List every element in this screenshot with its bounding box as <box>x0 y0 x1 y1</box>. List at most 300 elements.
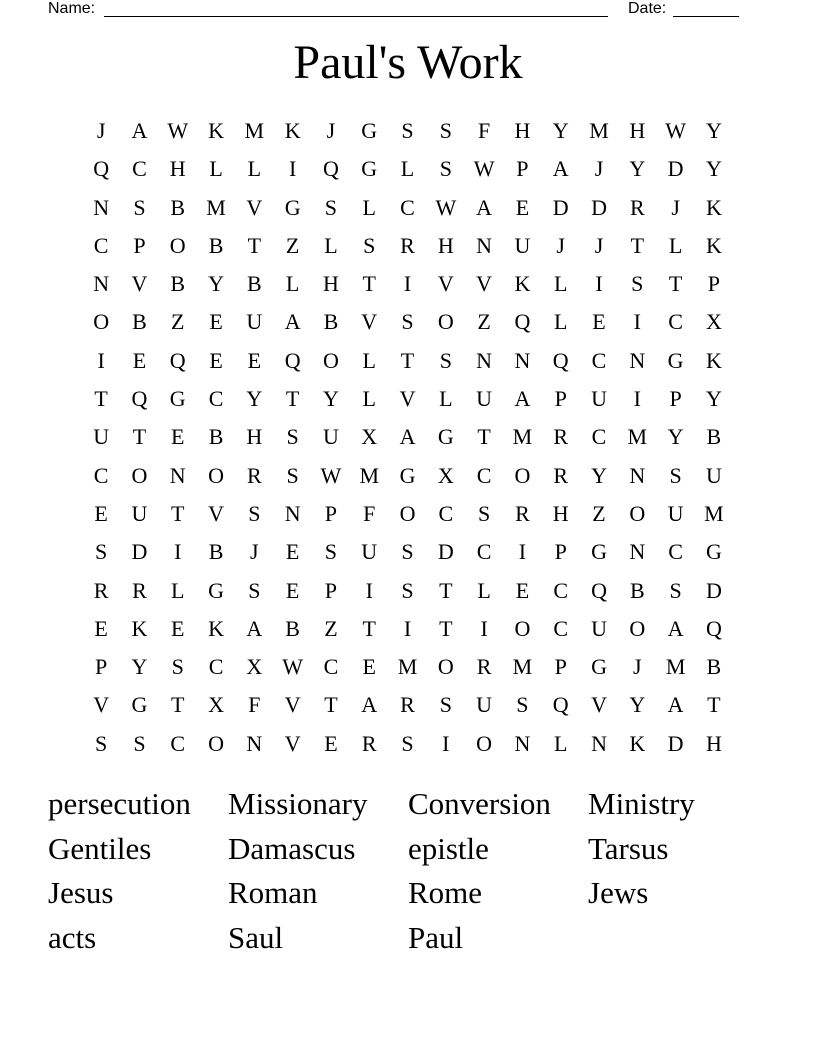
grid-cell[interactable]: L <box>477 577 491 603</box>
grid-cell[interactable]: T <box>171 500 185 526</box>
grid-cell[interactable]: S <box>171 654 184 680</box>
grid-cell[interactable]: B <box>170 194 186 220</box>
grid-cell[interactable]: H <box>437 232 454 258</box>
grid-cell[interactable]: D <box>131 539 148 565</box>
grid-cell[interactable]: Q <box>284 347 301 373</box>
grid-cell[interactable]: R <box>132 577 147 603</box>
grid-cell[interactable]: S <box>401 118 414 143</box>
grid-cell[interactable]: S <box>324 539 338 565</box>
grid-cell[interactable]: G <box>284 194 301 220</box>
grid-cell[interactable]: I <box>480 615 488 641</box>
grid-cell[interactable]: Q <box>552 692 569 718</box>
grid-cell[interactable]: Q <box>131 386 148 412</box>
grid-cell[interactable]: T <box>94 386 108 412</box>
grid-cell[interactable]: A <box>284 309 301 335</box>
grid-cell[interactable]: I <box>403 271 412 297</box>
grid-cell[interactable]: U <box>93 424 110 450</box>
grid-cell[interactable]: V <box>131 271 148 297</box>
grid-cell[interactable]: C <box>170 730 186 756</box>
grid-cell[interactable]: E <box>209 309 223 335</box>
grid-cell[interactable]: C <box>476 539 492 565</box>
grid-cell[interactable]: B <box>246 271 262 297</box>
word-list-item: Damascus <box>228 830 356 866</box>
grid-cell[interactable]: J <box>326 118 336 143</box>
grid-cell[interactable]: I <box>633 309 641 335</box>
grid-cell[interactable]: W <box>665 118 686 143</box>
grid-cell[interactable]: A <box>399 424 416 450</box>
grid-cell[interactable]: Z <box>285 232 300 258</box>
grid-cell[interactable]: J <box>633 654 642 680</box>
grid-cell[interactable]: C <box>400 194 415 220</box>
grid-cell[interactable]: P <box>133 232 146 258</box>
grid-cell[interactable]: E <box>324 730 338 756</box>
grid-cell[interactable]: I <box>403 615 412 641</box>
grid-cell[interactable]: N <box>476 347 493 373</box>
grid-cell[interactable]: K <box>208 118 224 143</box>
grid-cell[interactable]: T <box>132 424 147 450</box>
grid-cell[interactable]: K <box>131 615 148 641</box>
grid-cell[interactable]: B <box>323 309 339 335</box>
grid-cell[interactable]: J <box>671 194 680 220</box>
grid-cell[interactable]: M <box>359 462 379 488</box>
grid-cell[interactable]: Q <box>514 309 531 335</box>
grid-cell[interactable]: I <box>518 539 527 565</box>
date-line[interactable] <box>673 16 739 17</box>
grid-cell[interactable]: I <box>97 347 105 373</box>
grid-cell[interactable]: Z <box>477 309 491 335</box>
grid-cell[interactable]: L <box>553 730 568 756</box>
date-label: Date: <box>628 0 667 17</box>
grid-cell[interactable]: G <box>399 462 416 488</box>
grid-cell[interactable]: U <box>131 500 148 526</box>
grid-cell[interactable]: I <box>595 271 603 297</box>
grid-cell[interactable]: J <box>96 118 106 143</box>
grid-cell[interactable]: K <box>514 271 531 297</box>
grid-cell[interactable]: U <box>322 424 339 450</box>
grid-cell[interactable]: Y <box>705 386 722 412</box>
grid-cell[interactable]: K <box>705 194 722 220</box>
grid-cell[interactable]: P <box>554 539 567 565</box>
grid-cell[interactable]: Z <box>592 500 606 526</box>
grid-cell[interactable]: Y <box>629 692 646 718</box>
grid-cell[interactable]: U <box>476 386 493 412</box>
grid-cell[interactable]: T <box>477 424 491 450</box>
grid-cell[interactable]: S <box>631 271 644 297</box>
grid-cell[interactable]: C <box>438 500 454 526</box>
grid-cell[interactable]: S <box>401 577 414 603</box>
grid-cell[interactable]: V <box>284 692 301 718</box>
grid-cell[interactable]: R <box>400 232 415 258</box>
grid-cell[interactable]: S <box>401 539 414 565</box>
grid-cell[interactable]: B <box>208 232 224 258</box>
grid-cell[interactable]: G <box>591 654 607 680</box>
grid-cell[interactable]: N <box>629 347 646 373</box>
grid-cell[interactable]: E <box>592 309 606 335</box>
grid-cell[interactable]: M <box>206 194 226 220</box>
grid-cell[interactable]: C <box>591 424 607 450</box>
grid-cell[interactable]: S <box>95 730 108 756</box>
grid-cell[interactable]: H <box>629 118 646 143</box>
grid-cell[interactable]: O <box>437 654 454 680</box>
grid-cell[interactable]: S <box>439 347 452 373</box>
grid-cell[interactable]: Y <box>131 654 148 680</box>
grid-cell[interactable]: L <box>553 271 568 297</box>
grid-cell[interactable]: I <box>442 730 450 756</box>
grid-cell[interactable]: C <box>323 654 339 680</box>
page-title: Paul's Work <box>293 36 523 89</box>
grid-cell[interactable]: J <box>250 539 259 565</box>
grid-cell[interactable]: A <box>552 156 569 182</box>
grid-cell[interactable]: S <box>363 232 376 258</box>
grid-cell[interactable]: Q <box>552 347 569 373</box>
grid-cell[interactable]: M <box>589 118 609 143</box>
grid-cell[interactable]: D <box>705 577 722 603</box>
grid-cell[interactable]: O <box>93 309 110 335</box>
grid-cell[interactable]: T <box>362 615 376 641</box>
grid-cell[interactable]: X <box>361 424 378 450</box>
grid-cell[interactable]: S <box>516 692 529 718</box>
grid-cell[interactable]: O <box>399 500 416 526</box>
grid-cell[interactable]: N <box>514 347 531 373</box>
grid-cell[interactable]: D <box>667 156 684 182</box>
grid-cell[interactable]: E <box>362 654 376 680</box>
grid-cell[interactable]: P <box>95 654 108 680</box>
grid-cell[interactable]: P <box>324 577 338 603</box>
grid-cell[interactable]: V <box>437 271 454 297</box>
grid-cell[interactable]: T <box>707 692 721 718</box>
grid-cell[interactable]: G <box>361 118 378 143</box>
grid-cell[interactable]: E <box>132 347 147 373</box>
grid-cell[interactable]: E <box>94 500 108 526</box>
grid-cell[interactable]: C <box>93 232 109 258</box>
word-list-item: Jews <box>588 875 649 911</box>
grid-cell[interactable]: Y <box>705 156 722 182</box>
grid-cell[interactable]: O <box>629 500 646 526</box>
grid-cell[interactable]: E <box>515 577 530 603</box>
grid-cell[interactable]: L <box>247 156 262 182</box>
grid-cell[interactable]: O <box>169 232 186 258</box>
grid-cell[interactable]: S <box>669 462 682 488</box>
grid-cell[interactable]: C <box>668 309 683 335</box>
grid-cell[interactable]: P <box>554 654 567 680</box>
grid-cell[interactable]: V <box>591 692 607 718</box>
grid-cell[interactable]: N <box>284 500 301 526</box>
grid-cell[interactable]: H <box>705 730 722 756</box>
grid-cell[interactable]: N <box>246 730 263 756</box>
grid-cell[interactable]: B <box>706 654 722 680</box>
grid-cell[interactable]: R <box>629 194 645 220</box>
word-search-grid <box>82 112 733 763</box>
grid-cell[interactable]: W <box>473 156 495 182</box>
grid-cell[interactable]: Y <box>246 386 263 412</box>
grid-cell[interactable]: G <box>705 539 722 565</box>
grid-cell[interactable]: M <box>665 654 686 680</box>
grid-cell[interactable]: N <box>93 194 110 220</box>
grid-cell[interactable]: R <box>553 424 569 450</box>
grid-cell[interactable]: K <box>705 347 722 373</box>
grid-cell[interactable]: E <box>515 194 530 220</box>
grid-cell[interactable]: S <box>439 156 452 182</box>
grid-cell[interactable]: L <box>668 232 683 258</box>
grid-cell[interactable]: B <box>132 309 147 335</box>
grid-cell[interactable]: E <box>285 577 300 603</box>
grid-cell[interactable]: L <box>362 194 376 220</box>
grid-cell[interactable]: D <box>552 194 569 220</box>
grid-cell[interactable]: E <box>171 615 185 641</box>
grid-row <box>82 342 733 380</box>
grid-cell[interactable]: B <box>629 577 645 603</box>
grid-cell[interactable]: N <box>93 271 110 297</box>
name-line[interactable] <box>104 16 608 17</box>
grid-cell[interactable]: M <box>627 424 648 450</box>
grid-cell[interactable]: S <box>477 500 491 526</box>
grid-cell[interactable]: C <box>132 156 147 182</box>
grid-cell[interactable]: S <box>133 194 146 220</box>
grid-cell[interactable]: Q <box>591 577 607 603</box>
grid-cell[interactable]: K <box>629 730 646 756</box>
grid-cell[interactable]: V <box>284 730 301 756</box>
grid-cell[interactable]: G <box>169 386 186 412</box>
grid-cell[interactable]: S <box>401 730 414 756</box>
grid-cell[interactable]: R <box>93 577 109 603</box>
grid-cell[interactable]: V <box>93 692 110 718</box>
grid-cell[interactable]: U <box>246 309 263 335</box>
grid-cell[interactable]: J <box>594 232 604 258</box>
grid-cell[interactable]: W <box>435 194 457 220</box>
grid-cell[interactable]: I <box>288 156 297 182</box>
grid-cell[interactable]: O <box>208 462 224 488</box>
grid-cell[interactable]: O <box>131 462 148 488</box>
grid-cell[interactable]: T <box>285 386 300 412</box>
grid-cell[interactable]: M <box>512 424 533 450</box>
grid-cell[interactable]: R <box>515 500 530 526</box>
grid-cell[interactable]: C <box>553 577 569 603</box>
grid-cell[interactable]: C <box>208 654 224 680</box>
grid-cell[interactable]: L <box>171 577 185 603</box>
grid-cell[interactable]: C <box>93 462 109 488</box>
grid-cell[interactable]: Y <box>705 118 722 143</box>
grid-cell[interactable]: X <box>246 654 263 680</box>
grid-cell[interactable]: N <box>514 730 531 756</box>
grid-cell[interactable]: X <box>705 309 722 335</box>
grid-cell[interactable]: A <box>667 692 684 718</box>
grid-cell[interactable]: L <box>362 347 376 373</box>
grid-cell[interactable]: K <box>284 118 301 143</box>
grid-cell[interactable]: S <box>401 309 414 335</box>
grid-cell[interactable]: O <box>514 462 531 488</box>
grid-cell[interactable]: W <box>320 462 342 488</box>
grid-cell[interactable]: G <box>667 347 684 373</box>
grid-cell[interactable]: M <box>512 654 533 680</box>
grid-cell[interactable]: U <box>591 386 607 412</box>
grid-cell[interactable]: V <box>361 309 378 335</box>
grid-cell[interactable]: Y <box>629 156 646 182</box>
grid-cell[interactable]: X <box>208 692 224 718</box>
grid-cell[interactable]: S <box>324 194 338 220</box>
grid-cell[interactable]: V <box>208 500 224 526</box>
grid-cell[interactable]: Z <box>171 309 185 335</box>
grid-cell[interactable]: E <box>247 347 262 373</box>
grid-cell[interactable]: V <box>399 386 416 412</box>
grid-cell[interactable]: K <box>705 232 722 258</box>
grid-cell[interactable]: A <box>667 615 684 641</box>
grid-cell[interactable]: Y <box>552 118 569 143</box>
grid-cell[interactable]: Q <box>169 347 186 373</box>
grid-cell[interactable]: R <box>400 692 415 718</box>
grid-cell[interactable]: B <box>208 539 224 565</box>
grid-cell[interactable]: I <box>633 386 641 412</box>
grid-cell[interactable]: K <box>208 615 224 641</box>
grid-row <box>82 380 733 418</box>
grid-cell[interactable]: S <box>286 424 299 450</box>
grid-cell[interactable]: S <box>248 577 261 603</box>
grid-cell[interactable]: L <box>400 156 415 182</box>
grid-cell[interactable]: M <box>244 118 265 143</box>
grid-cell[interactable]: U <box>705 462 722 488</box>
grid-cell[interactable]: J <box>594 156 604 182</box>
grid-cell[interactable]: N <box>476 232 493 258</box>
grid-cell[interactable]: S <box>669 577 682 603</box>
grid-cell[interactable]: E <box>94 615 108 641</box>
grid-cell[interactable]: Q <box>93 156 110 182</box>
grid-cell[interactable]: T <box>171 692 185 718</box>
grid-cell[interactable]: F <box>248 692 261 718</box>
grid-cell[interactable]: C <box>208 386 224 412</box>
grid-cell[interactable]: H <box>169 156 186 182</box>
grid-cell[interactable]: M <box>397 654 418 680</box>
grid-cell[interactable]: N <box>169 462 186 488</box>
grid-cell[interactable]: S <box>133 730 146 756</box>
grid-cell[interactable]: V <box>246 194 263 220</box>
grid-cell[interactable]: O <box>629 615 646 641</box>
grid-cell[interactable]: T <box>400 347 415 373</box>
grid-cell[interactable]: R <box>553 462 569 488</box>
grid-cell[interactable]: P <box>669 386 682 412</box>
grid-cell[interactable]: O <box>322 347 339 373</box>
grid-cell[interactable]: U <box>591 615 607 641</box>
grid-cell[interactable]: W <box>282 654 304 680</box>
grid-cell[interactable]: F <box>477 118 491 143</box>
grid-cell[interactable]: G <box>361 156 378 182</box>
grid-cell[interactable]: U <box>667 500 684 526</box>
grid-cell[interactable]: D <box>591 194 607 220</box>
grid-cell[interactable]: Y <box>208 271 224 297</box>
grid-cell[interactable]: B <box>706 424 722 450</box>
grid-cell[interactable]: C <box>476 462 492 488</box>
grid-cell[interactable]: A <box>514 386 531 412</box>
grid-cell[interactable]: S <box>95 539 108 565</box>
grid-cell[interactable]: P <box>516 156 529 182</box>
grid-cell[interactable]: T <box>247 232 262 258</box>
grid-cell[interactable]: X <box>437 462 454 488</box>
grid-cell[interactable]: H <box>246 424 263 450</box>
grid-cell[interactable]: H <box>552 500 569 526</box>
grid-cell[interactable]: T <box>324 692 338 718</box>
grid-cell[interactable]: L <box>439 386 453 412</box>
grid-cell[interactable]: E <box>285 539 300 565</box>
grid-cell[interactable]: A <box>131 118 148 143</box>
grid-cell[interactable]: T <box>439 615 453 641</box>
grid-cell[interactable]: N <box>629 539 646 565</box>
grid-cell[interactable]: Y <box>322 386 339 412</box>
grid-cell[interactable]: H <box>322 271 339 297</box>
grid-cell[interactable]: Q <box>322 156 339 182</box>
grid-cell[interactable]: U <box>476 692 493 718</box>
grid-cell[interactable]: I <box>174 539 182 565</box>
grid-cell[interactable]: G <box>591 539 607 565</box>
grid-cell[interactable]: L <box>553 309 568 335</box>
grid-cell[interactable]: Y <box>667 424 684 450</box>
grid-cell[interactable]: P <box>324 500 338 526</box>
grid-cell[interactable]: J <box>556 232 565 258</box>
grid-cell[interactable]: O <box>476 730 493 756</box>
grid-cell[interactable]: D <box>437 539 454 565</box>
grid-cell[interactable]: R <box>361 730 377 756</box>
grid-cell[interactable]: C <box>668 539 683 565</box>
grid-cell[interactable]: E <box>209 347 223 373</box>
grid-cell[interactable]: S <box>439 118 452 143</box>
grid-cell[interactable]: L <box>209 156 223 182</box>
grid-cell[interactable]: O <box>514 615 531 641</box>
grid-cell[interactable]: B <box>285 615 300 641</box>
grid-cell[interactable]: U <box>361 539 378 565</box>
grid-cell[interactable]: G <box>437 424 454 450</box>
grid-cell[interactable]: E <box>171 424 185 450</box>
grid-cell[interactable]: O <box>208 730 224 756</box>
grid-cell[interactable]: B <box>208 424 224 450</box>
grid-cell[interactable]: A <box>246 615 263 641</box>
grid-cell[interactable]: G <box>131 692 148 718</box>
grid-cell[interactable]: F <box>363 500 376 526</box>
grid-cell[interactable]: S <box>439 692 452 718</box>
grid-cell[interactable]: C <box>553 615 569 641</box>
grid-cell[interactable]: P <box>707 271 721 297</box>
grid-cell[interactable]: L <box>362 386 376 412</box>
grid-cell[interactable]: U <box>514 232 531 258</box>
grid-cell[interactable]: D <box>667 730 684 756</box>
grid-cell[interactable]: S <box>286 462 299 488</box>
grid-cell[interactable]: C <box>591 347 607 373</box>
grid-cell[interactable]: T <box>630 232 645 258</box>
grid-cell[interactable]: S <box>248 500 261 526</box>
grid-cell[interactable]: G <box>208 577 224 603</box>
grid-cell[interactable]: T <box>439 577 453 603</box>
grid-cell[interactable]: W <box>167 118 189 143</box>
grid-cell[interactable]: I <box>365 577 373 603</box>
grid-cell[interactable]: A <box>476 194 493 220</box>
grid-cell[interactable]: H <box>514 118 531 143</box>
grid-cell[interactable]: T <box>362 271 376 297</box>
grid-cell[interactable]: Z <box>324 615 338 641</box>
grid-cell[interactable]: L <box>324 232 338 258</box>
grid-cell[interactable]: N <box>591 730 607 756</box>
grid-cell[interactable]: V <box>476 271 493 297</box>
grid-cell[interactable]: P <box>554 386 567 412</box>
grid-row <box>82 227 733 265</box>
grid-cell[interactable]: Y <box>591 462 607 488</box>
grid-cell[interactable]: B <box>170 271 186 297</box>
grid-cell[interactable]: R <box>476 654 492 680</box>
grid-cell[interactable]: O <box>437 309 454 335</box>
grid-cell[interactable]: A <box>361 692 378 718</box>
grid-cell[interactable]: M <box>704 500 724 526</box>
grid-cell[interactable]: R <box>246 462 262 488</box>
grid-row <box>82 495 733 533</box>
grid-cell[interactable]: L <box>285 271 300 297</box>
grid-cell[interactable]: N <box>629 462 646 488</box>
grid-cell[interactable]: Q <box>705 615 722 641</box>
grid-cell[interactable]: T <box>668 271 683 297</box>
